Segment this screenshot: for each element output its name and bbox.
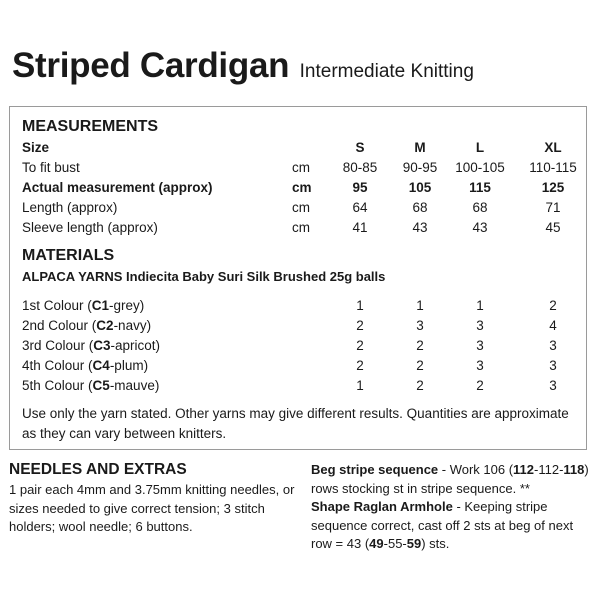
measurement-value: 115 — [469, 180, 491, 195]
measurement-value: 68 — [412, 200, 428, 215]
measurement-value: 90-95 — [402, 160, 438, 175]
colour-label: 4th Colour (C4-plum) — [22, 358, 149, 373]
measurement-value: 45 — [545, 220, 561, 235]
colour-code: C3 — [93, 338, 111, 353]
colour-label: 5th Colour (C5-mauve) — [22, 378, 160, 393]
colour-code: C1 — [91, 298, 110, 313]
colour-label: 1st Colour (C1-grey) — [22, 298, 145, 313]
colour-qty: 3 — [476, 318, 484, 333]
measurement-value: 71 — [545, 200, 561, 215]
size-s: S — [355, 140, 365, 155]
colour-qty: 3 — [549, 338, 557, 353]
colour-qty: 3 — [476, 338, 484, 353]
colour-qty: 2 — [356, 318, 364, 333]
measurement-label: Actual measurement (approx) — [22, 180, 213, 195]
colour-label: 2nd Colour (C2-navy) — [22, 318, 152, 333]
needles-heading: NEEDLES AND EXTRAS — [9, 461, 187, 478]
page-header — [12, 46, 474, 86]
measurement-unit: cm — [292, 220, 310, 235]
stripe-instructions — [311, 461, 594, 554]
measurements-heading: MEASUREMENTS — [22, 118, 159, 135]
size-label: Size — [22, 140, 50, 155]
colour-qty: 1 — [476, 298, 484, 313]
colour-qty: 3 — [549, 358, 557, 373]
colour-qty: 1 — [356, 298, 364, 313]
measurement-value: 41 — [352, 220, 368, 235]
measurement-value: 110-115 — [529, 160, 577, 175]
colour-qty: 2 — [356, 338, 364, 353]
colour-label: 3rd Colour (C3-apricot) — [22, 338, 161, 353]
measurement-value: 105 — [408, 180, 432, 195]
size-l: L — [475, 140, 485, 155]
colour-code: C5 — [92, 378, 110, 393]
page-title: Striped Cardigan — [12, 46, 290, 85]
colour-qty: 4 — [549, 318, 557, 333]
measurement-value: 100-105 — [455, 160, 505, 175]
page-subtitle: Intermediate Knitting — [299, 61, 474, 82]
measurement-value: 68 — [472, 200, 488, 215]
measurement-unit: cm — [292, 160, 310, 175]
measurement-unit: cm — [292, 200, 310, 215]
beg-stripe-heading: Beg stripe sequence — [311, 462, 439, 477]
raglan-paragraph: Shape Raglan Armhole - Keeping stripe sequence correct, cast off 2 sts at beg of next row = 43 (49-55-59) sts. — [311, 499, 574, 551]
colour-qty: 2 — [416, 338, 424, 353]
measurements-materials-box — [9, 106, 587, 450]
raglan-heading: Shape Raglan Armhole — [311, 499, 453, 514]
measurement-value: 125 — [541, 180, 565, 195]
colour-qty: 2 — [356, 358, 364, 373]
size-xl: XL — [544, 140, 562, 155]
measurement-label: Sleeve length (approx) — [22, 220, 158, 235]
measurement-value: 64 — [352, 200, 368, 215]
measurement-label: To fit bust — [22, 160, 80, 175]
colour-qty: 1 — [416, 298, 424, 313]
yarn-note: Use only the yarn stated. Other yarns may give different results. Quantities are approximate as they can vary between knitters. — [22, 406, 569, 441]
measurement-value: 80-85 — [342, 160, 378, 175]
size-m: M — [414, 140, 426, 155]
colour-code: C2 — [96, 318, 114, 333]
colour-code: C4 — [92, 358, 110, 373]
beg-stripe-paragraph: Beg stripe sequence - Work 106 (112-112-118) rows stocking st in stripe sequence. ** — [311, 462, 589, 496]
colour-qty: 3 — [416, 318, 424, 333]
colour-qty: 2 — [549, 298, 557, 313]
measurement-unit: cm — [292, 180, 312, 195]
needles-text: 1 pair each 4mm and 3.75mm knitting needles, or sizes needed to give correct tension; 3 stitch holders; wool needle; 6 buttons. — [9, 482, 295, 534]
measurement-value: 43 — [412, 220, 428, 235]
yarn-description: ALPACA YARNS Indiecita Baby Suri Silk Brushed 25g balls — [22, 269, 386, 284]
colour-qty: 2 — [476, 378, 484, 393]
measurement-value: 43 — [472, 220, 488, 235]
colour-qty: 1 — [356, 378, 364, 393]
measurement-label: Length (approx) — [22, 200, 118, 215]
colour-qty: 3 — [549, 378, 557, 393]
colour-qty: 3 — [476, 358, 484, 373]
colour-qty: 2 — [416, 378, 424, 393]
materials-heading: MATERIALS — [22, 247, 115, 264]
measurement-value: 95 — [352, 180, 368, 195]
colour-qty: 2 — [416, 358, 424, 373]
